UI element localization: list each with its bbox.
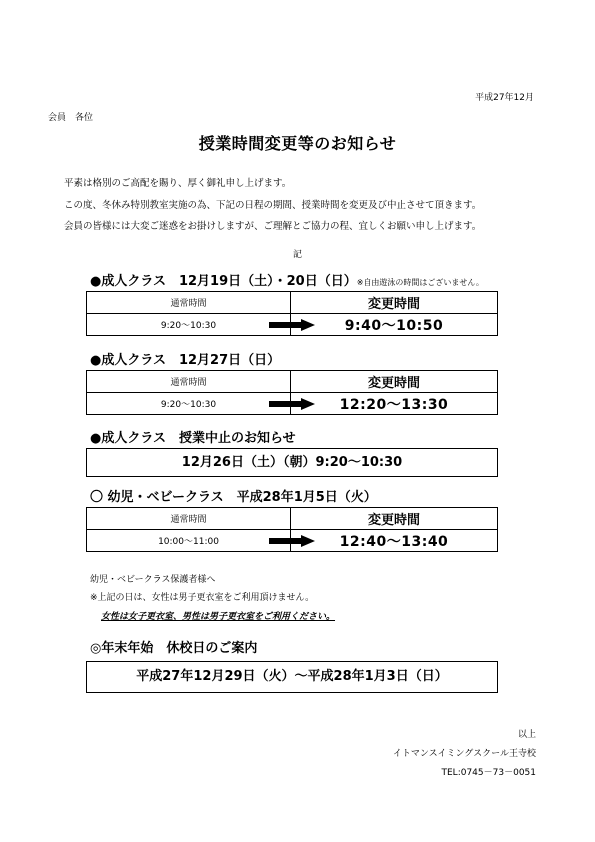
guardian-line-2: ※上記の日は、女性は男子更衣室をご利用頂けません。 (90, 593, 315, 603)
closing-text: 以上 (517, 730, 536, 740)
section-4-heading: 〇 幼児・ベビークラス 平成28年1月5日（火） (90, 490, 377, 505)
section-5-heading: ◎年末年始 休校日のご案内 (90, 641, 258, 656)
school-name: イトマンスイミングスクール王寺校 (392, 749, 536, 759)
ki-mark: 記 (292, 250, 302, 260)
section-3-box: 12月26日（土）（朝）9:20～10:30 (86, 448, 498, 477)
section-2-table (86, 370, 498, 415)
section-1-heading: ●成人クラス 12月19日（土）・20日（日）※自由遊泳の時間はございません。 (90, 274, 484, 289)
section-4-normal-time: 10:00～11:00 (87, 530, 291, 552)
section-2-heading: ●成人クラス 12月27日（日） (90, 353, 281, 368)
section-1-normal-label: 通常時間 (87, 292, 291, 314)
section-1-changed-time: 9:40～10:50 (344, 317, 444, 334)
guardian-line-1: 幼児・ベビークラス保護者様へ (90, 575, 216, 585)
arrow-right-icon (269, 535, 315, 547)
intro-line-2: この度、冬休み特別教室実施の為、下記の日程の期間、授業時間を変更及び中止させて頂きます。 (64, 200, 482, 211)
document-date: 平成27年12月 (475, 93, 534, 103)
section-1-changed-cell (291, 314, 498, 336)
arrow-right-icon (269, 398, 315, 410)
section-2-changed-label: 変更時間 (291, 371, 498, 393)
intro-line-1: 平素は格別のご高配を賜り、厚く御礼申し上げます。 (64, 178, 292, 189)
section-3-heading: ●成人クラス 授業中止のお知らせ (90, 431, 296, 446)
section-1-table (86, 291, 498, 336)
recipient: 会員 各位 (48, 113, 94, 123)
section-4-table (86, 507, 498, 552)
page-title: 授業時間変更等のお知らせ (198, 134, 397, 153)
section-1-changed-label: 変更時間 (291, 292, 498, 314)
section-1-normal-time: 9:20～10:30 (87, 314, 291, 336)
guardian-line-3: 女性は女子更衣室、男性は男子更衣室をご利用ください。 (101, 612, 336, 622)
section-2-changed-time: 12:20～13:30 (339, 396, 449, 413)
section-1-note: ※自由遊泳の時間はございません。 (356, 278, 484, 287)
section-4-changed-cell (291, 530, 498, 552)
section-4-changed-label: 変更時間 (291, 508, 498, 530)
intro-line-3: 会員の皆様には大変ご迷惑をお掛けしますが、ご理解とご協力の程、宜しくお願い申し上げます。 (64, 221, 482, 232)
section-2-changed-cell (291, 393, 498, 415)
section-2-normal-label: 通常時間 (87, 371, 291, 393)
phone-number: TEL:0745－73－0051 (441, 768, 536, 778)
section-4-normal-label: 通常時間 (87, 508, 291, 530)
arrow-right-icon (269, 319, 315, 331)
section-4-changed-time: 12:40～13:40 (339, 533, 449, 550)
section-5-box: 平成27年12月29日（火）～平成28年1月3日（日） (86, 661, 498, 693)
section-2-normal-time: 9:20～10:30 (87, 393, 291, 415)
